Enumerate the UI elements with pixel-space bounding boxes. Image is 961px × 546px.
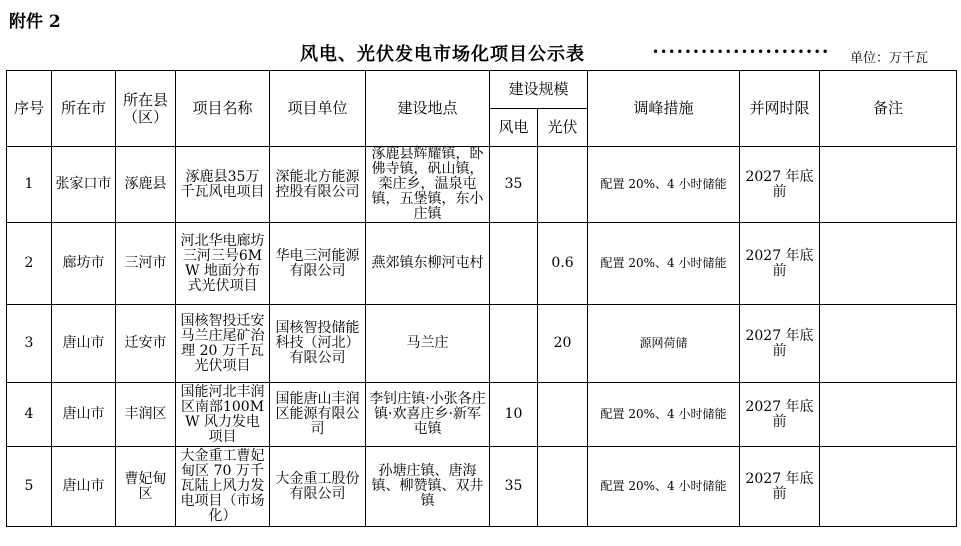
cell-name: 涿鹿县35万千瓦风电项目 xyxy=(176,147,270,223)
cell-company: 国核智投储能科技（河北）有限公司 xyxy=(270,305,366,383)
table-row xyxy=(7,383,957,447)
header-name: 项目名称 xyxy=(176,71,270,147)
cell-wind: 35 xyxy=(490,447,538,527)
cell-location: 涿鹿县辉耀镇，卧佛寺镇，矾山镇，栾庄乡，温泉屯镇，五堡镇，东小庄镇 xyxy=(366,147,490,223)
cell-wind: 10 xyxy=(490,383,538,447)
cell-note xyxy=(820,305,957,383)
cell-grid: 2027 年底前 xyxy=(740,223,820,305)
header-seq: 序号 xyxy=(7,71,52,147)
cell-name: 河北华电廊坊三河三号6MW 地面分布式光伏项目 xyxy=(176,223,270,305)
cell-city: 廊坊市 xyxy=(52,223,116,305)
cell-note xyxy=(820,383,957,447)
cell-city: 唐山市 xyxy=(52,383,116,447)
cell-wind: 35 xyxy=(490,147,538,223)
table-row xyxy=(7,223,957,305)
header-note: 备注 xyxy=(820,71,957,147)
project-table xyxy=(6,70,957,527)
attachment-label: 附件 2 xyxy=(9,12,61,32)
cell-solar xyxy=(538,447,588,527)
dotted-leader: •••••••••••••••••••••• xyxy=(652,45,830,59)
cell-solar xyxy=(538,147,588,223)
table-row xyxy=(7,305,957,383)
header-county: 所在县（区） xyxy=(116,71,176,147)
cell-city: 唐山市 xyxy=(52,447,116,527)
cell-grid: 2027 年底前 xyxy=(740,147,820,223)
cell-note xyxy=(820,447,957,527)
cell-county: 曹妃甸区 xyxy=(116,447,176,527)
header-row xyxy=(7,71,957,109)
cell-peak: 源网荷储 xyxy=(588,305,740,383)
cell-name: 国核智投迁安马兰庄尾矿治理 20 万千瓦光伏项目 xyxy=(176,305,270,383)
cell-seq: 5 xyxy=(7,447,52,527)
cell-location: 马兰庄 xyxy=(366,305,490,383)
table-row xyxy=(7,447,957,527)
cell-county: 迁安市 xyxy=(116,305,176,383)
cell-peak: 配置 20%、4 小时储能 xyxy=(588,383,740,447)
table-row xyxy=(7,147,957,223)
cell-name: 国能河北丰润区南部100MW 风力发电项目 xyxy=(176,383,270,447)
cell-peak: 配置 20%、4 小时储能 xyxy=(588,447,740,527)
cell-county: 涿鹿县 xyxy=(116,147,176,223)
cell-company: 华电三河能源有限公司 xyxy=(270,223,366,305)
cell-seq: 4 xyxy=(7,383,52,447)
header-city: 所在市 xyxy=(52,71,116,147)
cell-county: 三河市 xyxy=(116,223,176,305)
cell-city: 张家口市 xyxy=(52,147,116,223)
cell-county: 丰润区 xyxy=(116,383,176,447)
cell-wind xyxy=(490,223,538,305)
header-wind: 风电 xyxy=(490,109,538,147)
header-solar: 光伏 xyxy=(538,109,588,147)
page-title: 风电、光伏发电市场化项目公示表 xyxy=(300,44,585,65)
cell-grid: 2027 年底前 xyxy=(740,305,820,383)
cell-peak: 配置 20%、4 小时储能 xyxy=(588,147,740,223)
cell-grid: 2027 年底前 xyxy=(740,383,820,447)
cell-location: 燕郊镇东柳河屯村 xyxy=(366,223,490,305)
cell-city: 唐山市 xyxy=(52,305,116,383)
cell-peak: 配置 20%、4 小时储能 xyxy=(588,223,740,305)
header-location: 建设地点 xyxy=(366,71,490,147)
cell-solar: 20 xyxy=(538,305,588,383)
cell-company: 大金重工股份有限公司 xyxy=(270,447,366,527)
cell-note xyxy=(820,147,957,223)
cell-solar xyxy=(538,383,588,447)
header-company: 项目单位 xyxy=(270,71,366,147)
header-grid: 并网时限 xyxy=(740,71,820,147)
cell-location: 孙塘庄镇、唐海镇、柳赞镇、双井镇 xyxy=(366,447,490,527)
cell-wind xyxy=(490,305,538,383)
cell-grid: 2027 年底前 xyxy=(740,447,820,527)
header-peak: 调峰措施 xyxy=(588,71,740,147)
cell-name: 大金重工曹妃甸区 70 万千瓦陆上风力发电项目（市场化） xyxy=(176,447,270,527)
cell-company: 深能北方能源控股有限公司 xyxy=(270,147,366,223)
cell-seq: 3 xyxy=(7,305,52,383)
cell-company: 国能唐山丰润区能源有限公司 xyxy=(270,383,366,447)
unit-label: 单位：万千瓦 xyxy=(850,51,929,66)
header-scale: 建设规模 xyxy=(490,71,588,109)
cell-seq: 2 xyxy=(7,223,52,305)
cell-solar: 0.6 xyxy=(538,223,588,305)
cell-note xyxy=(820,223,957,305)
cell-seq: 1 xyxy=(7,147,52,223)
cell-location: 李钊庄镇·小张各庄镇·欢喜庄乡·新军屯镇 xyxy=(366,383,490,447)
